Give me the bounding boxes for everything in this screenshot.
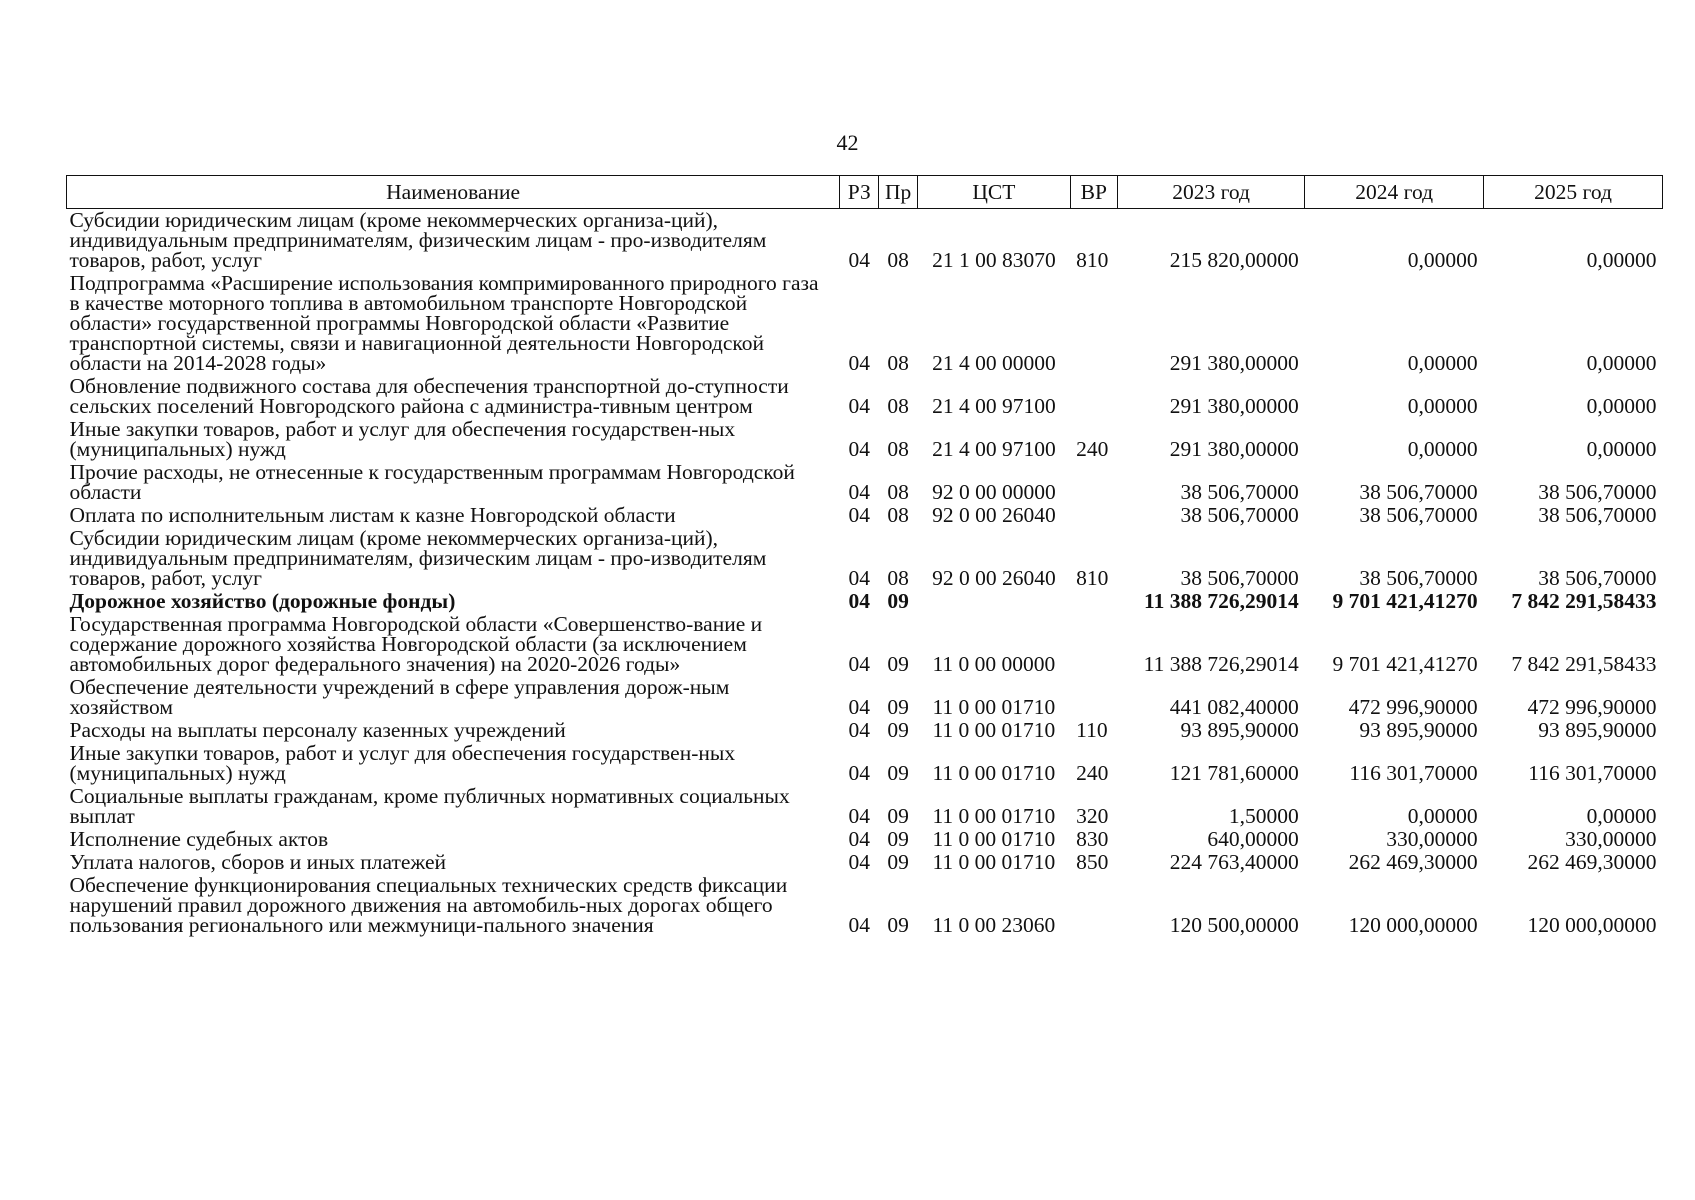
table-row (67, 742, 1663, 785)
cell-vr (1070, 272, 1117, 375)
cell-name: Прочие расходы, не отнесенные к государственным программам Новгородской области (69, 460, 795, 504)
cell-2024: 472 996,90000 (1348, 695, 1478, 719)
table-row (67, 851, 1663, 874)
cell-2024: 9 701 421,41270 (1332, 652, 1478, 676)
cell-cst: 21 4 00 00000 (932, 351, 1056, 375)
cell-2024: 116 301,70000 (1349, 761, 1478, 785)
cell-cst: 21 1 00 83070 (932, 248, 1056, 272)
cell-vr (1070, 676, 1117, 719)
cell-2023: 640,00000 (1207, 827, 1299, 851)
header-rz: РЗ (840, 176, 879, 209)
cell-2025: 38 506,70000 (1538, 503, 1657, 527)
cell-2024: 38 506,70000 (1359, 480, 1478, 504)
cell-pr: 08 (887, 566, 909, 590)
table-row (67, 272, 1663, 375)
cell-2025: 0,00000 (1586, 248, 1657, 272)
cell-cst: 11 0 00 01710 (932, 850, 1056, 874)
cell-2025: 0,00000 (1586, 804, 1657, 828)
cell-2025: 7 842 291,58433 (1511, 652, 1657, 676)
cell-vr (1070, 461, 1117, 504)
cell-rz: 04 (848, 566, 870, 590)
cell-pr: 08 (887, 437, 909, 461)
cell-name: Государственная программа Новгородской области «Совершенство-вание и содержание дорожного хозяйства Новгородской области (за исключением автомобильных дорог федерального значения) на 2020-2026 годы» (69, 612, 763, 676)
cell-2025: 116 301,70000 (1528, 761, 1657, 785)
cell-name: Расходы на выплаты персоналу казенных учреждений (69, 718, 566, 742)
table-row (67, 828, 1663, 851)
table-row (67, 719, 1663, 742)
cell-cst: 11 0 00 01710 (932, 761, 1056, 785)
cell-cst: 11 0 00 01710 (932, 804, 1056, 828)
cell-pr: 08 (887, 394, 909, 418)
cell-rz: 04 (848, 480, 870, 504)
table-row (67, 527, 1663, 590)
cell-name: Субсидии юридическим лицам (кроме некоммерческих организа-ций), индивидуальным предпринимателям, физическим лицам - про-изводителям товаров, работ, услуг (69, 208, 767, 272)
cell-name: Исполнение судебных актов (69, 827, 329, 851)
cell-2023: 291 380,00000 (1169, 351, 1299, 375)
cell-2024: 120 000,00000 (1348, 913, 1478, 937)
cell-name: Социальные выплаты гражданам, кроме публичных нормативных социальных выплат (69, 784, 790, 828)
table-row (67, 209, 1663, 273)
header-pr: Пр (879, 176, 918, 209)
cell-name: Обеспечение деятельности учреждений в сфере управления дорож-ным хозяйством (69, 675, 730, 719)
cell-pr: 08 (887, 248, 909, 272)
cell-vr (1070, 375, 1117, 418)
table-header-row (67, 176, 1663, 209)
cell-2023: 11 388 726,29014 (1144, 589, 1299, 613)
table-row (67, 590, 1663, 613)
table-body (67, 209, 1663, 938)
cell-rz: 04 (848, 437, 870, 461)
cell-2025: 38 506,70000 (1538, 480, 1657, 504)
cell-pr: 08 (887, 503, 909, 527)
cell-2025: 0,00000 (1586, 437, 1657, 461)
table-row (67, 418, 1663, 461)
cell-pr: 09 (887, 761, 909, 785)
cell-pr: 09 (887, 913, 909, 937)
cell-2023: 291 380,00000 (1169, 394, 1299, 418)
cell-vr: 830 (1076, 827, 1109, 851)
cell-vr: 110 (1076, 718, 1108, 742)
cell-pr: 09 (887, 718, 909, 742)
cell-pr: 09 (887, 850, 909, 874)
cell-rz: 04 (848, 695, 870, 719)
cell-name: Оплата по исполнительным листам к казне Новгородской области (69, 503, 676, 527)
cell-name: Иные закупки товаров, работ и услуг для обеспечения государствен-ных (муниципальных) нужд (69, 741, 736, 785)
cell-rz: 04 (848, 394, 870, 418)
cell-cst: 92 0 00 26040 (932, 566, 1056, 590)
cell-2025: 472 996,90000 (1527, 695, 1657, 719)
table-row (67, 874, 1663, 937)
header-vr: ВР (1070, 176, 1117, 209)
table-row (67, 504, 1663, 527)
cell-pr: 09 (887, 827, 909, 851)
cell-2023: 224 763,40000 (1169, 850, 1299, 874)
cell-2023: 93 895,90000 (1180, 718, 1299, 742)
cell-vr: 810 (1076, 566, 1109, 590)
cell-vr: 320 (1076, 804, 1109, 828)
header-2023: 2023 год (1117, 176, 1304, 209)
cell-name: Обновление подвижного состава для обеспечения транспортной до-ступности сельских поселений Новгородского района с администра-тивным центром (69, 374, 789, 418)
cell-rz: 04 (848, 827, 870, 851)
budget-table (66, 175, 1663, 937)
cell-2023: 121 781,60000 (1169, 761, 1299, 785)
cell-2025: 7 842 291,58433 (1511, 589, 1657, 613)
cell-2024: 330,00000 (1386, 827, 1478, 851)
cell-2024: 0,00000 (1407, 248, 1478, 272)
cell-rz: 04 (848, 351, 870, 375)
cell-rz: 04 (848, 503, 870, 527)
header-2025: 2025 год (1484, 176, 1663, 209)
cell-2023: 38 506,70000 (1180, 480, 1299, 504)
cell-2023: 38 506,70000 (1180, 566, 1299, 590)
cell-name: Подпрограмма «Расширение использования компримированного природного газа в качестве моторного топлива в автомобильном транспорте Новгородской области» государственной программы Новгородской области «Развитие транспортной системы, связи и навигационной деятельности Новгородской области на 2014-2028 годы» (69, 271, 819, 375)
cell-cst: 21 4 00 97100 (932, 437, 1056, 461)
table-row (67, 375, 1663, 418)
cell-2024: 93 895,90000 (1359, 718, 1478, 742)
cell-cst: 92 0 00 00000 (932, 480, 1056, 504)
header-name: Наименование (67, 176, 840, 209)
cell-2023: 441 082,40000 (1169, 695, 1299, 719)
cell-2024: 262 469,30000 (1348, 850, 1478, 874)
page-number: 42 (836, 130, 859, 155)
cell-name: Иные закупки товаров, работ и услуг для обеспечения государствен-ных (муниципальных) нужд (69, 417, 736, 461)
cell-2023: 38 506,70000 (1180, 503, 1299, 527)
cell-2023: 11 388 726,29014 (1143, 652, 1299, 676)
cell-2024: 38 506,70000 (1359, 503, 1478, 527)
cell-name: Субсидии юридическим лицам (кроме некоммерческих организа-ций), индивидуальным предпринимателям, физическим лицам - про-изводителям товаров, работ, услуг (69, 526, 767, 590)
cell-rz: 04 (848, 913, 870, 937)
cell-vr (1070, 613, 1117, 676)
cell-rz: 04 (848, 652, 870, 676)
cell-pr: 08 (887, 351, 909, 375)
cell-2025: 262 469,30000 (1527, 850, 1657, 874)
header-2024: 2024 год (1305, 176, 1484, 209)
cell-2025: 93 895,90000 (1538, 718, 1657, 742)
cell-2024: 0,00000 (1407, 351, 1478, 375)
cell-vr: 240 (1076, 437, 1109, 461)
cell-rz: 04 (848, 850, 870, 874)
cell-pr: 09 (887, 652, 909, 676)
cell-2024: 0,00000 (1407, 804, 1478, 828)
table-row (67, 461, 1663, 504)
cell-rz: 04 (848, 248, 870, 272)
cell-rz: 04 (848, 761, 870, 785)
cell-pr: 09 (887, 695, 909, 719)
cell-pr: 09 (887, 589, 909, 613)
cell-cst: 11 0 00 23060 (932, 913, 1056, 937)
cell-name: Обеспечение функционирования специальных технических средств фиксации нарушений правил дорожного движения на автомобиль-ных дорогах общего пользования регионального или межмуници-пального значения (69, 873, 788, 937)
cell-cst: 92 0 00 26040 (932, 503, 1056, 527)
cell-2024: 9 701 421,41270 (1332, 589, 1478, 613)
cell-rz: 04 (848, 589, 870, 613)
cell-name: Дорожное хозяйство (дорожные фонды) (69, 589, 456, 613)
cell-2024: 0,00000 (1407, 437, 1478, 461)
cell-vr: 810 (1076, 248, 1109, 272)
cell-2023: 215 820,00000 (1169, 248, 1299, 272)
cell-rz: 04 (848, 718, 870, 742)
header-cst: ЦСТ (918, 176, 1071, 209)
cell-vr (1070, 504, 1117, 527)
cell-cst: 11 0 00 00000 (932, 652, 1056, 676)
cell-vr (1070, 590, 1117, 613)
cell-vr: 850 (1076, 850, 1109, 874)
table-row (67, 676, 1663, 719)
cell-2023: 291 380,00000 (1169, 437, 1299, 461)
table-row (67, 613, 1663, 676)
cell-2025: 330,00000 (1565, 827, 1657, 851)
cell-2025: 120 000,00000 (1527, 913, 1657, 937)
cell-pr: 08 (887, 480, 909, 504)
cell-cst: 21 4 00 97100 (932, 394, 1056, 418)
cell-2023: 1,50000 (1228, 804, 1299, 828)
cell-2024: 38 506,70000 (1359, 566, 1478, 590)
cell-cst (918, 590, 1071, 613)
cell-rz: 04 (848, 804, 870, 828)
cell-2025: 38 506,70000 (1538, 566, 1657, 590)
table-row (67, 785, 1663, 828)
cell-name: Уплата налогов, сборов и иных платежей (69, 850, 447, 874)
cell-2025: 0,00000 (1586, 394, 1657, 418)
cell-cst: 11 0 00 01710 (932, 827, 1056, 851)
cell-cst: 11 0 00 01710 (932, 695, 1056, 719)
cell-pr: 09 (887, 804, 909, 828)
cell-2023: 120 500,00000 (1169, 913, 1299, 937)
cell-2024: 0,00000 (1407, 394, 1478, 418)
cell-cst: 11 0 00 01710 (932, 718, 1056, 742)
cell-vr (1070, 874, 1117, 937)
cell-2025: 0,00000 (1586, 351, 1657, 375)
cell-vr: 240 (1076, 761, 1109, 785)
